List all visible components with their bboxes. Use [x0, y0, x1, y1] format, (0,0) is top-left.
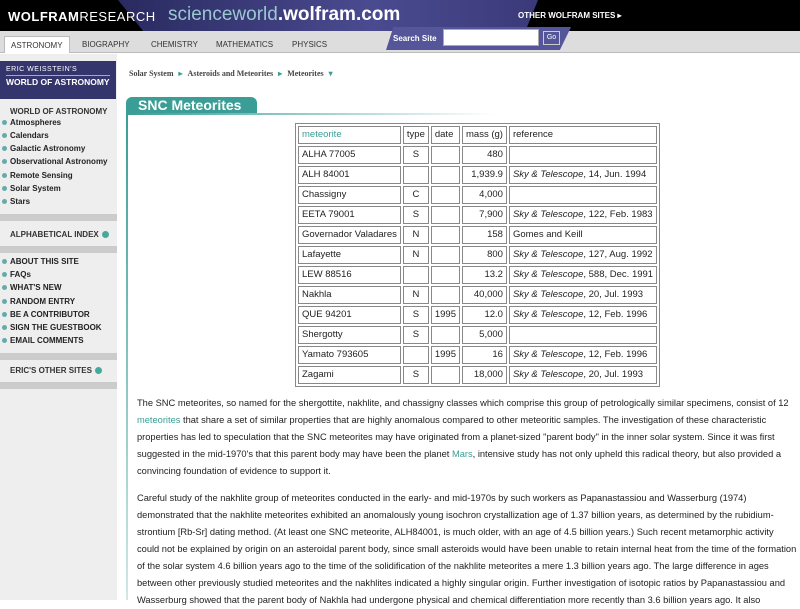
sidebar-item-observational[interactable]: Observational Astronomy [2, 157, 108, 167]
sidebar [0, 54, 117, 600]
bullet-icon [2, 299, 7, 304]
contributor-link[interactable]: BE A CONTRIBUTOR [2, 310, 90, 320]
tab-astronomy[interactable]: ASTRONOMY [4, 36, 70, 53]
cell-date [431, 146, 460, 164]
cell-type: S [403, 306, 429, 324]
header-type: type [403, 126, 429, 144]
journal-name: Sky & Telescope [512, 349, 584, 360]
cell-meteorite: Lafayette [298, 246, 401, 264]
bullet-icon [2, 285, 7, 290]
table-row [298, 366, 657, 384]
bullet-icon [2, 146, 7, 151]
cell-mass: 480 [462, 146, 507, 164]
cell-type: S [403, 326, 429, 344]
chevron-down-icon[interactable]: ▾ [328, 69, 333, 78]
journal-name: Sky & Telescope [512, 269, 584, 280]
journal-name: Sky & Telescope [512, 369, 584, 380]
guestbook-link[interactable]: SIGN THE GUESTBOOK [2, 323, 102, 333]
reference-details: , 588, Dec. 1991 [583, 269, 654, 280]
table-header-row [298, 126, 657, 144]
bullet-icon [2, 338, 7, 343]
table-row [298, 166, 657, 184]
cell-mass: 4,000 [462, 186, 507, 204]
cell-date [431, 366, 460, 384]
bullet-icon [2, 325, 7, 330]
table-row [298, 326, 657, 344]
cell-date [431, 266, 460, 284]
cell-date: 1995 [431, 346, 460, 364]
paragraph-nakhlite: Careful study of the nakhlite group of meteorites conducted in the early- and mid-1970s by such workers as Papanastassiou and Wasserburg (1974) demonstrated that the nakhlite meteorites exhibited an anomalously young isochron crystallization age of 1.37 billion years, as determined by the rubidium-strontium [Rb-Sr] dating method. (At least one SNC meteorite, ALH84001, is much older, with an age of 4.5 billion years.) Such recent metamorphic activity could not be explained by origin on an asteroidal parent body, since small asteroids would have been unable to retain internal heat from the time of the formation of the solar system 4.6 billion years ago to the time of the solidification of the nakhlite meteorites a mere 1.3 billion years ago. The large difference in ages between other previously studied meteorites and the nakhlites indicated a highly singular origin. Further investigation of isotopic ratios by Papanastassiou and Wasserburg showed that the parent body of Nakhla had undergone physical and chemical differentiation more recently than 3.6 billion years ago. It also [137, 493, 797, 605]
table-row [298, 206, 657, 224]
table-row [298, 226, 657, 244]
bullet-icon [2, 312, 7, 317]
table-row [298, 346, 657, 364]
cell-reference [509, 186, 657, 204]
paragraph-intro: The SNC meteorites, so named for the shergottite, nakhlite, and chassigny classes which comprise this group of petrologically similar specimens, consist of 12 meteorites that share a set of similar properties that are highly anomalous compared to other meteoritic samples. The investigation of these characteristic properties has led to speculation that the SNC meteorites may have originated from a planet-sized "parent body" in the inner solar system. Since it was first suggested in the mid-1970's that this parent body may have been the planet Mars, intensive study has not only upheld this radical theory, but also provided a convincing foundation of evidence to support it. [137, 398, 789, 476]
cell-date [431, 286, 460, 304]
cell-mass: 5,000 [462, 326, 507, 344]
cell-mass: 1,939.9 [462, 166, 507, 184]
cell-mass: 800 [462, 246, 507, 264]
chevron-right-icon: ▸ [178, 69, 183, 78]
cell-date [431, 166, 460, 184]
journal-name: Sky & Telescope [512, 289, 584, 300]
cell-meteorite: LEW 88516 [298, 266, 401, 284]
meteorites-link[interactable]: meteorites [137, 415, 181, 425]
search-label: Search Site [393, 34, 437, 43]
alphabetical-index-link[interactable]: ALPHABETICAL INDEX [10, 230, 109, 239]
bullet-icon [2, 259, 7, 264]
arrow-icon [95, 367, 102, 374]
faqs-link[interactable]: FAQs [2, 270, 31, 280]
cell-mass: 7,900 [462, 206, 507, 224]
table-row [298, 186, 657, 204]
cell-type: N [403, 246, 429, 264]
arrow-icon [102, 231, 109, 238]
sidebar-section-title: WORLD OF ASTRONOMY [10, 107, 108, 116]
breadcrumb-meteorites[interactable]: Meteorites [287, 69, 324, 78]
cell-meteorite: ALH 84001 [298, 166, 401, 184]
tab-mathematics[interactable]: MATHEMATICS [216, 40, 274, 49]
sidebar-item-atmospheres[interactable]: Atmospheres [2, 118, 61, 128]
about-link[interactable]: ABOUT THIS SITE [2, 257, 79, 267]
header-mass: mass (g) [462, 126, 507, 144]
tab-physics[interactable]: PHYSICS [292, 40, 328, 49]
cell-reference [509, 286, 657, 304]
sidebar-item-remote-sensing[interactable]: Remote Sensing [2, 171, 73, 181]
bullet-icon [2, 199, 7, 204]
table-row [298, 146, 657, 164]
cell-reference [509, 266, 657, 284]
reference-details: , 14, Jun. 1994 [583, 169, 647, 180]
cell-reference [509, 246, 657, 264]
cell-reference [509, 206, 657, 224]
cell-date [431, 206, 460, 224]
cell-reference [509, 346, 657, 364]
tab-biography[interactable]: BIOGRAPHY [82, 40, 130, 49]
reference-details: , 122, Feb. 1983 [583, 209, 653, 220]
header-date: date [431, 126, 460, 144]
sidebar-item-galactic[interactable]: Galactic Astronomy [2, 144, 85, 154]
cell-mass: 18,000 [462, 366, 507, 384]
tab-chemistry[interactable]: CHEMISTRY [151, 40, 198, 49]
table-row [298, 266, 657, 284]
header-reference: reference [509, 126, 657, 144]
table-row [298, 306, 657, 324]
cell-mass: 158 [462, 226, 507, 244]
page-title: SNC Meteorites [126, 97, 257, 114]
other-wolfram-sites-link[interactable]: OTHER WOLFRAM SITES ▸ [518, 11, 622, 20]
cell-meteorite: Governador Valadares [298, 226, 401, 244]
cell-date [431, 326, 460, 344]
reference-details: , 12, Feb. 1996 [583, 349, 648, 360]
bullet-icon [2, 173, 7, 178]
title-underline [126, 113, 496, 115]
cell-reference [509, 306, 657, 324]
site-name[interactable]: scienceworld.wolfram.com [168, 4, 401, 25]
cell-mass: 16 [462, 346, 507, 364]
world-of-astronomy-logo[interactable]: ERIC WEISSTEIN'S WORLD OF ASTRONOMY [0, 61, 116, 99]
cell-type [403, 266, 429, 284]
reference-details: , 12, Feb. 1996 [583, 309, 648, 320]
journal-name: Sky & Telescope [512, 309, 584, 320]
divider [0, 246, 117, 253]
cell-type [403, 166, 429, 184]
bullet-icon [2, 272, 7, 277]
cell-reference [509, 226, 657, 244]
chevron-right-icon: ▸ [278, 69, 283, 78]
content-border [126, 113, 128, 600]
cell-mass: 12.0 [462, 306, 507, 324]
divider [0, 353, 117, 360]
article-content [137, 123, 797, 609]
meteorite-header-link[interactable]: meteorite [298, 126, 401, 144]
cell-reference [509, 366, 657, 384]
cell-date: 1995 [431, 306, 460, 324]
cell-mass: 13.2 [462, 266, 507, 284]
journal-name: Sky & Telescope [512, 209, 584, 220]
journal-name: Sky & Telescope [512, 249, 584, 260]
cell-mass: 40,000 [462, 286, 507, 304]
cell-reference [509, 146, 657, 164]
cell-type: S [403, 366, 429, 384]
whats-new-link[interactable]: WHAT'S NEW [2, 283, 62, 293]
bullet-icon [2, 186, 7, 191]
cell-type: N [403, 226, 429, 244]
cell-meteorite: Zagami [298, 366, 401, 384]
table-row [298, 286, 657, 304]
bullet-icon [2, 159, 7, 164]
erics-other-sites-link[interactable]: ERIC'S OTHER SITES [10, 366, 102, 375]
divider [0, 382, 117, 389]
reference-details: , 20, Jul. 1993 [583, 289, 644, 300]
cell-meteorite: Yamato 793605 [298, 346, 401, 364]
bullet-icon [2, 120, 7, 125]
journal-name: Sky & Telescope [512, 169, 584, 180]
cell-reference [509, 166, 657, 184]
cell-meteorite: Shergotty [298, 326, 401, 344]
cell-meteorite: Nakhla [298, 286, 401, 304]
cell-type: N [403, 286, 429, 304]
meteorite-table [295, 123, 660, 387]
cell-meteorite: EETA 79001 [298, 206, 401, 224]
divider [0, 214, 117, 221]
cell-reference [509, 326, 657, 344]
sidebar-item-calendars[interactable]: Calendars [2, 131, 49, 141]
cell-type: C [403, 186, 429, 204]
cell-type [403, 346, 429, 364]
cell-date [431, 226, 460, 244]
table-row [298, 246, 657, 264]
reference-details: , 127, Aug. 1992 [583, 249, 653, 260]
sidebar-item-stars[interactable]: Stars [2, 197, 30, 207]
cell-meteorite: Chassigny [298, 186, 401, 204]
cell-date [431, 246, 460, 264]
random-entry-link[interactable]: RANDOM ENTRY [2, 297, 75, 307]
cell-date [431, 186, 460, 204]
search-input[interactable] [443, 29, 539, 46]
go-button[interactable]: Go [543, 31, 560, 45]
breadcrumb [129, 69, 338, 78]
wolfram-logo[interactable]: WOLFRAMRESEARCH [8, 9, 156, 24]
reference-details: , 20, Jul. 1993 [583, 369, 644, 380]
email-comments-link[interactable]: EMAIL COMMENTS [2, 336, 84, 346]
breadcrumb-solar-system[interactable]: Solar System [129, 69, 174, 78]
cell-type: S [403, 146, 429, 164]
breadcrumb-asteroids[interactable]: Asteroids and Meteorites [187, 69, 274, 78]
cell-meteorite: QUE 94201 [298, 306, 401, 324]
bullet-icon [2, 133, 7, 138]
mars-link[interactable]: Mars [451, 449, 473, 459]
cell-meteorite: ALHA 77005 [298, 146, 401, 164]
cell-type: S [403, 206, 429, 224]
reference-details: Gomes and Keill [512, 229, 583, 240]
sidebar-item-solar-system[interactable]: Solar System [2, 184, 61, 194]
